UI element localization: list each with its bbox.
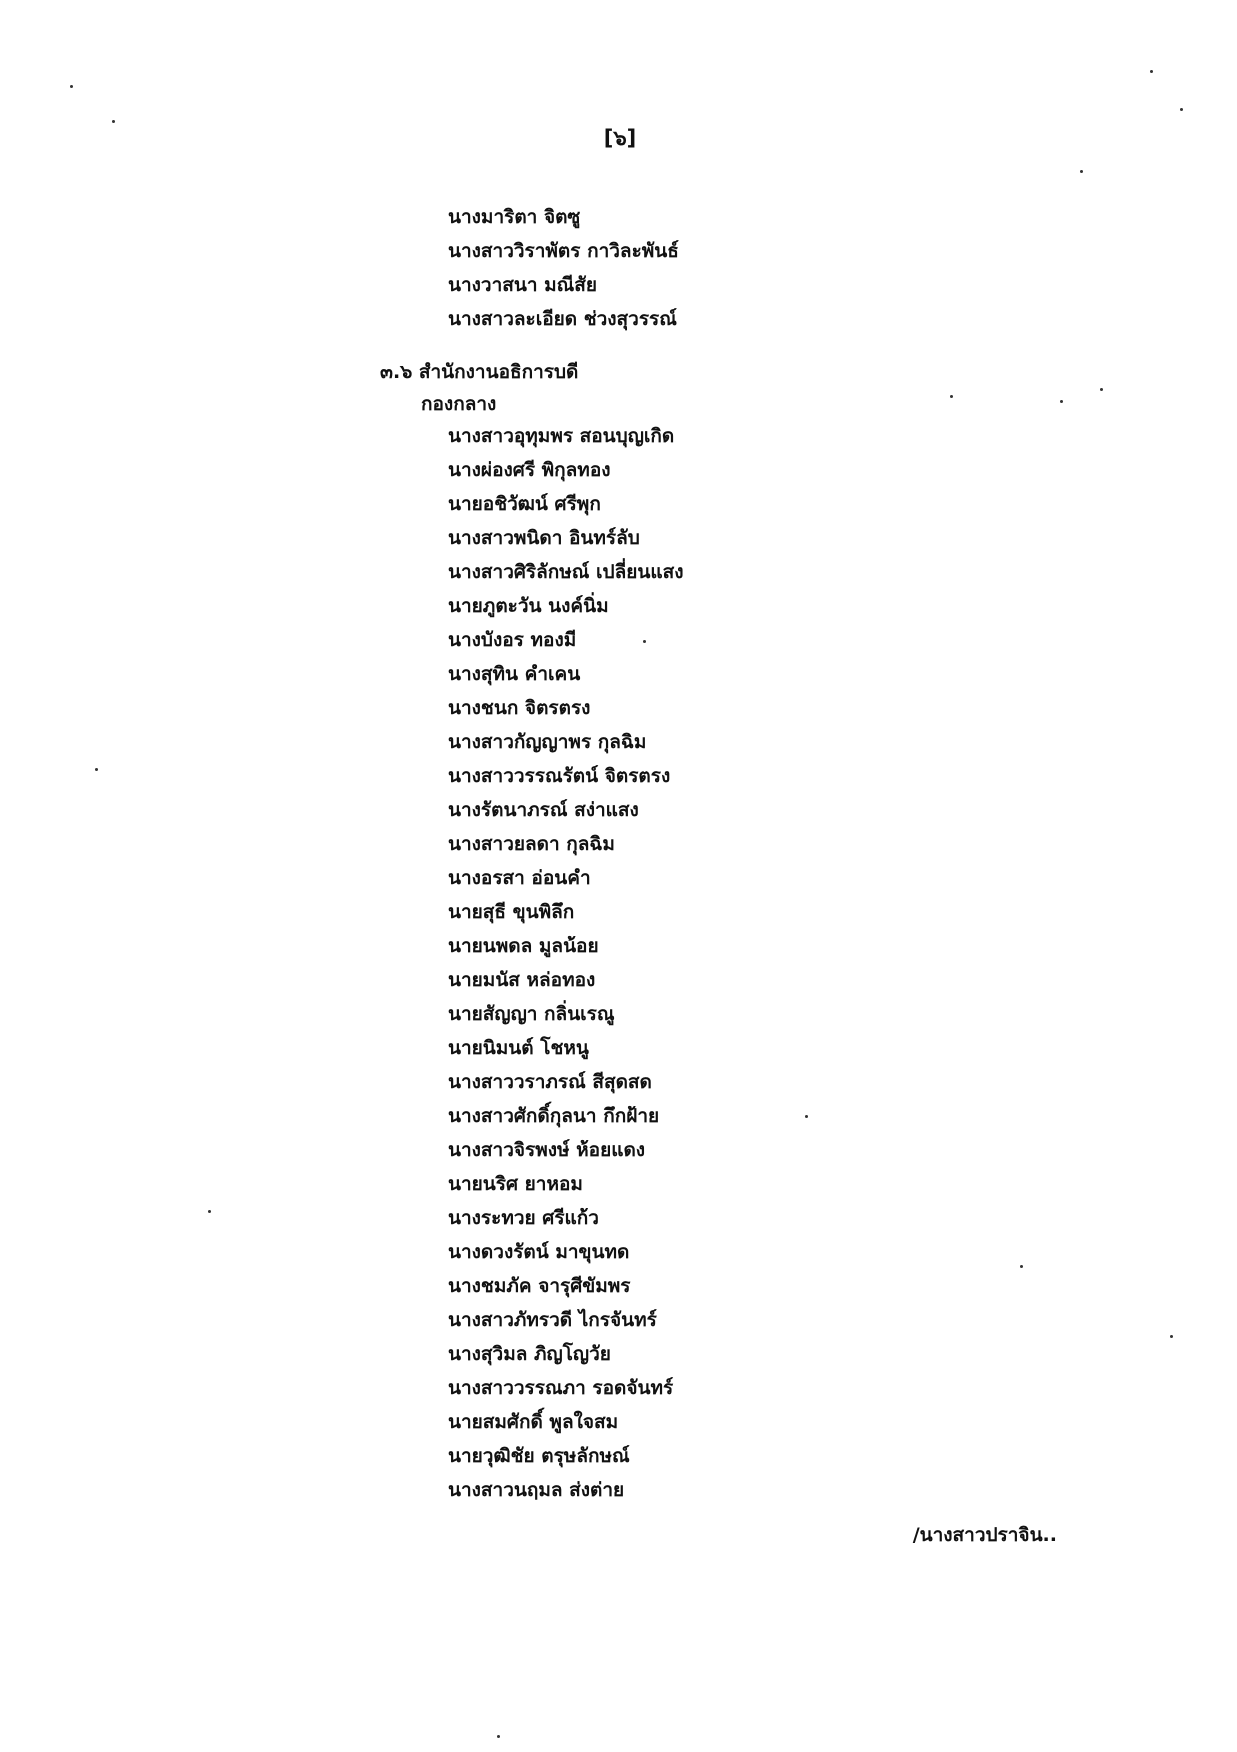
list-item: นางสาวยลดา กุลฉิม bbox=[448, 833, 615, 855]
continuation-marker: /นางสาวปราจิน.. bbox=[912, 1524, 1057, 1546]
section-name-list bbox=[448, 419, 684, 1507]
list-item: นางอรสา อ่อนคำ bbox=[448, 867, 591, 889]
scan-speck bbox=[643, 640, 646, 643]
list-item: นางระทวย ศรีแก้ว bbox=[448, 1207, 599, 1229]
scan-speck bbox=[1150, 70, 1153, 73]
list-item: นางสาวนฤมล ส่งต่าย bbox=[448, 1479, 625, 1501]
list-item: นายนริศ ยาหอม bbox=[448, 1173, 583, 1195]
list-item: นายสมศักดิ์ พูลใจสม bbox=[448, 1411, 619, 1433]
list-item: นางสาวภัทรวดี ไกรจันทร์ bbox=[448, 1309, 657, 1331]
scan-speck bbox=[95, 768, 98, 771]
list-item: นายวุฒิชัย ตรุษลักษณ์ bbox=[448, 1445, 630, 1467]
section-subheading: กองกลาง bbox=[421, 393, 497, 415]
list-item: นางสาวจิรพงษ์ ห้อยแดง bbox=[448, 1139, 646, 1161]
scan-speck bbox=[70, 85, 73, 88]
list-item: นางสาววรรณรัตน์ จิตรตรง bbox=[448, 765, 671, 787]
list-item: นายสัญญา กลิ่นเรณู bbox=[448, 1003, 615, 1025]
scan-speck bbox=[1180, 108, 1183, 111]
scan-speck bbox=[1020, 1265, 1023, 1268]
list-item: นายภูตะวัน นงค์นิ่ม bbox=[448, 595, 609, 617]
list-item: นายสุธี ขุนพิลึก bbox=[448, 901, 575, 923]
list-item: นางชนก จิตรตรง bbox=[448, 697, 591, 719]
list-item: นางดวงรัตน์ มาขุนทด bbox=[448, 1241, 630, 1263]
list-item: นางรัตนาภรณ์ สง่าแสง bbox=[448, 799, 639, 821]
scan-speck bbox=[1170, 1335, 1173, 1338]
scan-speck bbox=[497, 1735, 500, 1738]
list-item: นางสุทิน คำเคน bbox=[448, 663, 581, 685]
list-item: นางมาริตา จิตซู bbox=[448, 206, 581, 228]
scan-speck bbox=[208, 1210, 211, 1213]
list-item: นายนิมนต์ โชหนู bbox=[448, 1037, 589, 1059]
list-item: นางผ่องศรี พิกุลทอง bbox=[448, 459, 611, 481]
page-number: [๖] bbox=[603, 126, 637, 150]
scan-speck bbox=[1080, 170, 1083, 173]
scan-speck bbox=[805, 1115, 808, 1118]
list-item: นางวาสนา มณีสัย bbox=[448, 274, 598, 296]
list-item: นางสาวศิริลักษณ์ เปลี่ยนแสง bbox=[448, 561, 684, 583]
list-item: นางสาวศักดิ์กุลนา กึกฝ้าย bbox=[448, 1105, 660, 1127]
list-item: นางสาววราภรณ์ สีสุดสด bbox=[448, 1071, 652, 1093]
scan-speck bbox=[1060, 400, 1063, 403]
list-item: นางบังอร ทองมี bbox=[448, 629, 577, 651]
list-item: นางสาวพนิดา อินทร์ลับ bbox=[448, 527, 640, 549]
list-item: นางสาววิราพัตร กาวิละพันธ์ bbox=[448, 240, 679, 262]
list-item: นางสาวอุทุมพร สอนบุญเกิด bbox=[448, 425, 675, 447]
scan-speck bbox=[1100, 388, 1103, 391]
list-item: นางสาวละเอียด ช่วงสุวรรณ์ bbox=[448, 308, 677, 330]
list-item: นางสาววรรณภา รอดจันทร์ bbox=[448, 1377, 674, 1399]
top-name-list bbox=[448, 200, 679, 336]
list-item: นางสาวกัญญาพร กุลฉิม bbox=[448, 731, 647, 753]
list-item: นายนพดล มูลน้อย bbox=[448, 935, 599, 957]
list-item: นางชมภัค จารุศีขัมพร bbox=[448, 1275, 631, 1297]
section-heading: ๓.๖ สำนักงานอธิการบดี bbox=[380, 361, 579, 383]
list-item: นายมนัส หล่อทอง bbox=[448, 969, 596, 991]
list-item: นางสุวิมล ภิญโญวัย bbox=[448, 1343, 611, 1365]
scan-speck bbox=[950, 395, 953, 398]
list-item: นายอชิวัฒน์ ศรีพุก bbox=[448, 493, 601, 515]
scan-speck bbox=[112, 120, 115, 123]
